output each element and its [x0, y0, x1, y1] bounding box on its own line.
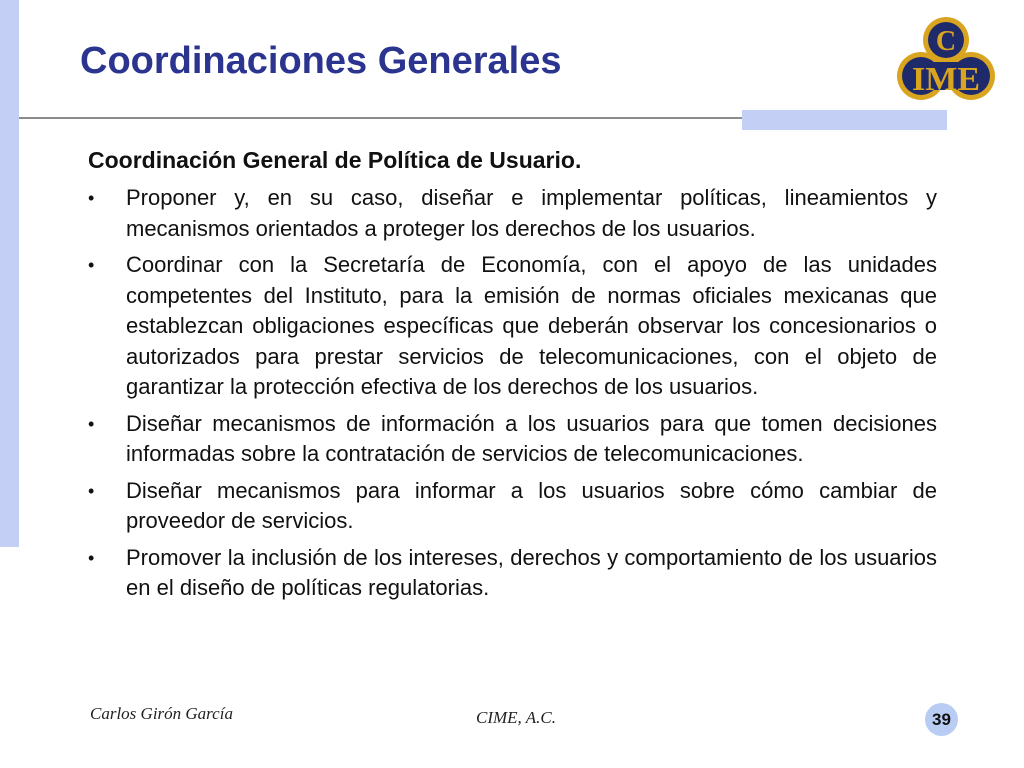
bullet-item	[88, 409, 937, 470]
page-number-badge: 39	[925, 703, 958, 736]
footer-organization: CIME, A.C.	[476, 708, 556, 727]
bullet-text: Coordinar con la Secretaría de Economía, con el apoyo de las unidades competentes del Instituto, para la emisión de normas oficiales mexicanas que establezcan obligaciones específicas que deberán observar los concesionarios o autorizados para prestar servicios de telecomunicaciones, con el objeto de garantizar la protección efectiva de los derechos de los usuarios.	[126, 252, 937, 399]
bullet-text: Proponer y, en su caso, diseñar e implementar políticas, lineamientos y mecanismos orientados a proteger los derechos de los usuarios.	[126, 185, 937, 241]
bullet-item	[88, 543, 937, 604]
bullet-text: Diseñar mecanismos de información a los usuarios para que tomen decisiones informadas sobre la contratación de servicios de telecomunicaciones.	[126, 410, 937, 466]
bullet-list	[88, 183, 937, 604]
bullet-dot-icon: •	[88, 255, 95, 275]
bullet-item	[88, 183, 937, 244]
bullet-item	[88, 476, 937, 537]
bullet-item	[88, 250, 937, 403]
cime-logo	[892, 12, 1000, 112]
slide-content	[88, 143, 937, 610]
bullet-dot-icon: •	[88, 413, 95, 434]
slide-title: Coordinaciones Generales	[80, 40, 562, 82]
section-subtitle: Coordinación General de Política de Usuario.	[88, 147, 582, 173]
bullet-text: Diseñar mecanismos para informar a los usuarios sobre cómo cambiar de proveedor de servicios.	[126, 477, 937, 533]
title-divider-accent	[742, 110, 947, 130]
logo-text-bottom: IME	[912, 61, 980, 98]
bullet-dot-icon: •	[88, 547, 95, 568]
left-accent-bar	[0, 0, 19, 547]
logo-text-top: C	[935, 26, 957, 57]
bullet-dot-icon: •	[88, 480, 95, 501]
bullet-dot-icon: •	[88, 188, 95, 208]
footer-author: Carlos Girón García	[90, 704, 233, 723]
bullet-text: Promover la inclusión de los intereses, derechos y comportamiento de los usuarios en el diseño de políticas regulatorias.	[126, 544, 937, 600]
